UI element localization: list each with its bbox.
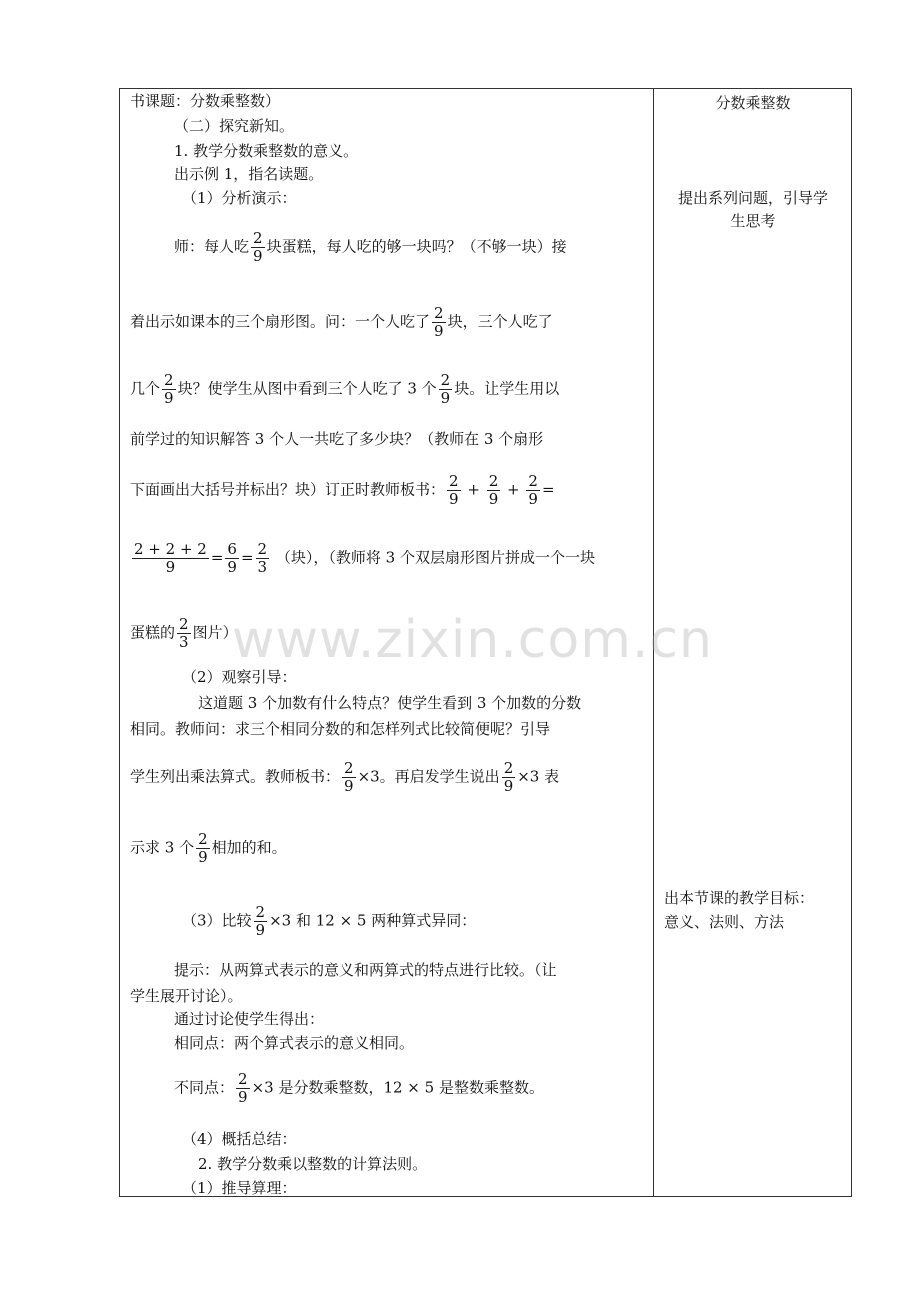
text: （块），（教师将 3 个双层扇形图片拼成一个一块 [275,548,595,567]
text: 师：每人吃 [174,237,250,256]
fraction [236,1071,250,1106]
line-rule-heading: 2. 教学分数乘以整数的计算法则。 [198,1155,428,1173]
numerator: 2 [164,371,174,389]
fraction [342,760,356,795]
note-objectives-line1: 出本节课的教学目标： [664,889,815,907]
fraction [225,541,239,576]
fraction [254,904,268,939]
line-meaning-heading: 1. 教学分数乘整数的意义。 [174,142,359,160]
denominator: 3 [179,633,189,651]
line-meaning-sum [130,831,287,866]
line-compare [182,904,476,939]
denominator: 9 [253,247,263,265]
fraction [251,230,265,265]
fraction [526,473,540,508]
denominator: 9 [434,322,444,340]
note-questions-line1: 提出系列问题，引导学 [677,189,828,207]
numerator: 2 [449,472,459,490]
line-difference [174,1071,544,1106]
text: 示求 3 个 [130,838,195,857]
denominator: 9 [528,490,538,508]
denominator: 9 [238,1088,248,1106]
line-lesson-title: 书课题：分数乘整数） [130,92,281,110]
denominator: 9 [165,558,176,576]
numerator: 2 [503,759,514,777]
line-similarity: 相同点：两个算式表示的意义相同。 [174,1034,415,1052]
text: 图片） [192,623,238,642]
fraction [447,473,461,508]
line-analysis: （1）分析演示： [182,189,297,207]
denominator: 9 [449,490,459,508]
line-conclusion: 通过讨论使学生得出： [174,1010,325,1028]
numerator: 2 [488,472,499,490]
line-hint: 提示：从两算式表示的意义和两算式的特点进行比较。（让 [174,961,557,979]
fraction [256,541,270,576]
line-section-explore: （二）探究新知。 [174,117,295,135]
note-questions-line2: 生思考 [730,212,776,230]
text: 块？使学生从图中看到三个人吃了 3 个 [177,379,437,398]
denominator: 9 [227,558,237,576]
line-discussion: 学生展开讨论）。 [130,987,243,1005]
numerator: 2 [198,830,208,848]
text: 蛋糕的 [130,623,176,642]
equals-sign: = [210,548,224,567]
fraction [177,616,191,651]
denominator: 9 [198,848,208,866]
fraction [196,831,210,866]
line-three-people [130,372,559,407]
denominator: 9 [344,777,354,795]
denominator: 3 [257,558,268,576]
numerator: 2 [253,229,263,247]
text: ×3 和 12 × 5 两种算式异同： [269,911,477,930]
denominator: 9 [440,389,451,407]
numerator: 2 [255,903,266,921]
plus-sign: + [467,480,480,499]
text: ×3 是分数乘整数，12 × 5 是整数乘整数。 [251,1078,544,1097]
text: （3）比较 [182,911,252,930]
denominator: 9 [164,389,174,407]
fraction [132,541,209,576]
text: 着出示如课本的三个扇形图。问：一个人吃了 [130,312,431,331]
numerator: 2 [344,759,354,777]
watermark: www.zixin.com.cn [232,610,713,670]
fraction [432,305,446,340]
line-multiplication [130,760,559,795]
plus-sign: + [507,480,520,499]
numerator: 2 [434,304,444,322]
note-topic: 分数乘整数 [715,94,791,112]
fraction [487,473,501,508]
denominator: 9 [503,777,514,795]
numerator: 2 + 2 + 2 [134,540,207,558]
line-cake-picture [130,616,238,651]
numerator: 2 [238,1070,248,1088]
text: 相加的和。 [211,838,287,857]
line-prior-knowledge: 前学过的知识解答 3 个人一共吃了多少块？（教师在 3 个扇形 [130,430,544,448]
line-same-fraction: 相同。教师问：求三个相同分数的和怎样列式比较简便呢？引导 [130,720,551,738]
fraction [502,760,516,795]
denominator: 9 [488,490,499,508]
fraction [162,372,176,407]
text: 学生列出乘法算式。教师板书： [130,767,341,786]
numerator: 2 [257,540,268,558]
line-example-1: 出示例 1，指名读题。 [174,165,324,183]
line-summary: （4）概括总结： [182,1130,297,1148]
text: ×3 表 [517,767,560,786]
denominator: 9 [255,921,266,939]
line-derive: （1）推导算理： [182,1179,297,1197]
text: 块，三个人吃了 [447,312,553,331]
line-fan-diagram [130,305,553,340]
line-sum-result [130,541,595,576]
line-teacher-question [174,230,567,265]
line-board-sum [130,473,555,508]
numerator: 6 [227,540,237,558]
text: 下面画出大括号并标出？块）订正时教师板书： [130,480,446,499]
numerator: 2 [179,615,189,633]
numerator: 2 [440,371,451,389]
fraction [439,372,453,407]
text: 不同点： [174,1078,235,1097]
equals-sign: = [541,480,555,499]
text: ×3。再启发学生说出 [357,767,500,786]
numerator: 2 [528,472,538,490]
note-objectives-line2: 意义、法则、方法 [664,913,785,931]
text: 几个 [130,379,161,398]
line-addends: 这道题 3 个加数有什么特点？使学生看到 3 个加数的分数 [198,694,582,712]
line-observe: （2）观察引导： [182,668,297,686]
equals-sign: = [240,548,254,567]
text: 块蛋糕，每人吃的够一块吗？（不够一块）接 [266,237,567,256]
text: 块。让学生用以 [454,379,560,398]
